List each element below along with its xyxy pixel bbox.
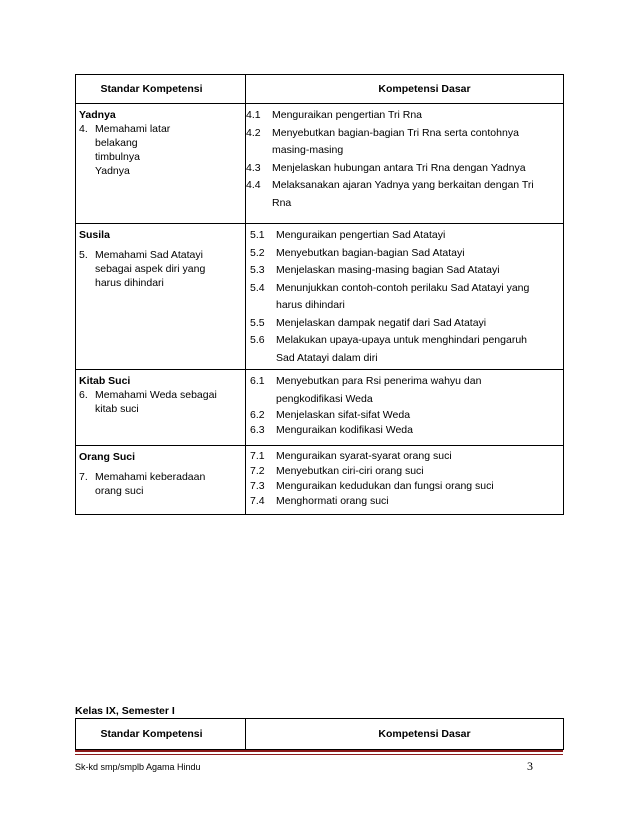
table-header-row <box>76 719 564 750</box>
header-standar-kompetensi: Standar Kompetensi <box>76 719 246 750</box>
kd-text: Menyebutkan ciri-ciri orang suci <box>276 465 424 477</box>
page-number: 3 <box>527 759 533 773</box>
sk-cell <box>76 446 246 515</box>
kd-number: 4.2 <box>246 126 261 139</box>
kd-text: Menguraikan kodifikasi Weda <box>276 424 413 436</box>
group-title: Kitab Suci <box>79 375 131 387</box>
kd-number: 5.5 <box>250 316 265 329</box>
group-title: Orang Suci <box>79 451 136 463</box>
kd-item <box>246 125 561 160</box>
kd-line: Menunjukkan contoh-contoh perilaku Sad Atatayi yang <box>276 281 530 294</box>
kd-item <box>250 280 561 315</box>
sk-cell <box>76 370 246 446</box>
kd-item <box>250 423 561 438</box>
header-kompetensi-dasar: Kompetensi Dasar <box>246 719 564 750</box>
kd-line: Melaksanakan ajaran Yadnya yang berkaitan dengan Tri <box>272 179 534 191</box>
kd-number: 7.4 <box>250 495 265 507</box>
group-title: Susila <box>79 229 110 241</box>
sk-item <box>79 248 239 290</box>
sk-line: Yadnya <box>95 165 130 177</box>
kd-item <box>246 177 561 212</box>
sk-text <box>95 248 239 290</box>
sk-number: 6. <box>79 389 88 401</box>
sk-line: Memahami keberadaan <box>95 471 206 483</box>
kd-text: Menyebutkan bagian-bagian Sad Atatayi <box>276 246 465 259</box>
kd-item <box>250 245 561 263</box>
kd-item <box>250 464 561 479</box>
sk-item <box>79 388 239 416</box>
kd-item <box>250 479 561 494</box>
kd-number: 5.4 <box>250 281 265 294</box>
kd-line: harus dihindari <box>276 299 345 311</box>
kd-text: Menghormati orang suci <box>276 495 389 507</box>
kd-number: 6.1 <box>250 375 265 387</box>
kd-line: Rna <box>272 196 292 209</box>
kd-item <box>250 373 561 408</box>
kd-item <box>250 262 561 280</box>
table-row <box>76 224 564 370</box>
kd-text <box>272 177 561 212</box>
kd-cell <box>246 104 564 224</box>
sk-item <box>79 470 239 498</box>
sk-line: timbulnya <box>95 151 140 163</box>
sk-text <box>95 122 239 178</box>
kd-text <box>276 280 561 315</box>
footer-divider <box>75 750 563 752</box>
header-standar-kompetensi: Standar Kompetensi <box>76 75 246 104</box>
kd-text <box>276 332 561 367</box>
sk-item <box>79 122 239 178</box>
sk-line: Memahami latar <box>95 123 171 135</box>
kd-item <box>250 449 561 464</box>
kd-item <box>246 107 561 125</box>
kd-text: Menjelaskan sifat-sifat Weda <box>276 409 411 421</box>
kd-item <box>250 494 561 509</box>
sk-line: harus dihindari <box>95 277 164 289</box>
sk-line: orang suci <box>95 485 144 497</box>
kd-number: 4.3 <box>246 161 261 174</box>
kd-cell <box>246 446 564 515</box>
section-heading: Kelas IX, Semester I <box>75 705 175 717</box>
kd-text: Menjelaskan hubungan antara Tri Rna dengan Yadnya <box>272 161 526 174</box>
kd-number: 4.4 <box>246 179 261 191</box>
sk-text <box>95 388 239 416</box>
sk-line: belakang <box>95 137 138 149</box>
kd-number: 6.3 <box>250 424 265 436</box>
sk-number: 5. <box>79 249 88 261</box>
sk-number: 4. <box>79 123 88 135</box>
kd-line: pengkodifikasi Weda <box>276 392 373 405</box>
table-row <box>76 446 564 515</box>
kd-text: Menguraikan pengertian Tri Rna <box>272 109 423 121</box>
table-row <box>76 104 564 224</box>
kd-number: 4.1 <box>246 109 261 121</box>
kd-item <box>250 332 561 367</box>
sk-line: Memahami Sad Atatayi <box>95 249 203 261</box>
sk-number: 7. <box>79 471 88 483</box>
kd-number: 5.1 <box>250 229 265 241</box>
kd-number: 6.2 <box>250 409 265 421</box>
competency-table-2 <box>75 718 564 750</box>
sk-text <box>95 470 239 498</box>
sk-line: sebagai aspek diri yang <box>95 263 206 275</box>
kd-line: Menyebutkan bagian-bagian Tri Rna serta contohnya <box>272 126 519 139</box>
kd-line: Menyebutkan para Rsi penerima wahyu dan <box>276 375 482 387</box>
kd-cell <box>246 224 564 370</box>
footer-text: Sk-kd smp/smplb Agama Hindu <box>75 762 201 772</box>
kd-line: masing-masing <box>272 144 344 156</box>
kd-text <box>276 373 561 408</box>
kd-text: Menguraikan syarat-syarat orang suci <box>276 450 452 462</box>
kd-line: Melakukan upaya-upaya untuk menghindari pengaruh <box>276 334 528 346</box>
sk-line: kitab suci <box>95 403 139 415</box>
sk-cell <box>76 104 246 224</box>
competency-table <box>75 74 564 515</box>
sk-cell <box>76 224 246 370</box>
table-row <box>76 370 564 446</box>
kd-item <box>250 227 561 245</box>
kd-cell <box>246 370 564 446</box>
sk-line: Memahami Weda sebagai <box>95 389 217 401</box>
kd-text: Menguraikan kedudukan dan fungsi orang suci <box>276 480 494 492</box>
kd-number: 7.1 <box>250 450 265 462</box>
kd-number: 7.2 <box>250 465 265 477</box>
kd-line: Sad Atatayi dalam diri <box>276 351 378 364</box>
kd-text: Menguraikan pengertian Sad Atatayi <box>276 229 446 241</box>
kd-text: Menjelaskan masing-masing bagian Sad Atatayi <box>276 264 500 276</box>
kd-text <box>272 125 561 160</box>
kd-item <box>246 160 561 178</box>
table-header-row <box>76 75 564 104</box>
kd-number: 5.6 <box>250 334 265 346</box>
kd-item <box>250 408 561 423</box>
kd-item <box>250 315 561 333</box>
header-kompetensi-dasar: Kompetensi Dasar <box>246 75 564 104</box>
group-title: Yadnya <box>79 109 116 121</box>
kd-number: 5.3 <box>250 264 265 276</box>
footer-divider <box>75 754 563 755</box>
kd-number: 7.3 <box>250 480 265 492</box>
kd-number: 5.2 <box>250 246 265 259</box>
kd-text: Menjelaskan dampak negatif dari Sad Atatayi <box>276 316 487 329</box>
